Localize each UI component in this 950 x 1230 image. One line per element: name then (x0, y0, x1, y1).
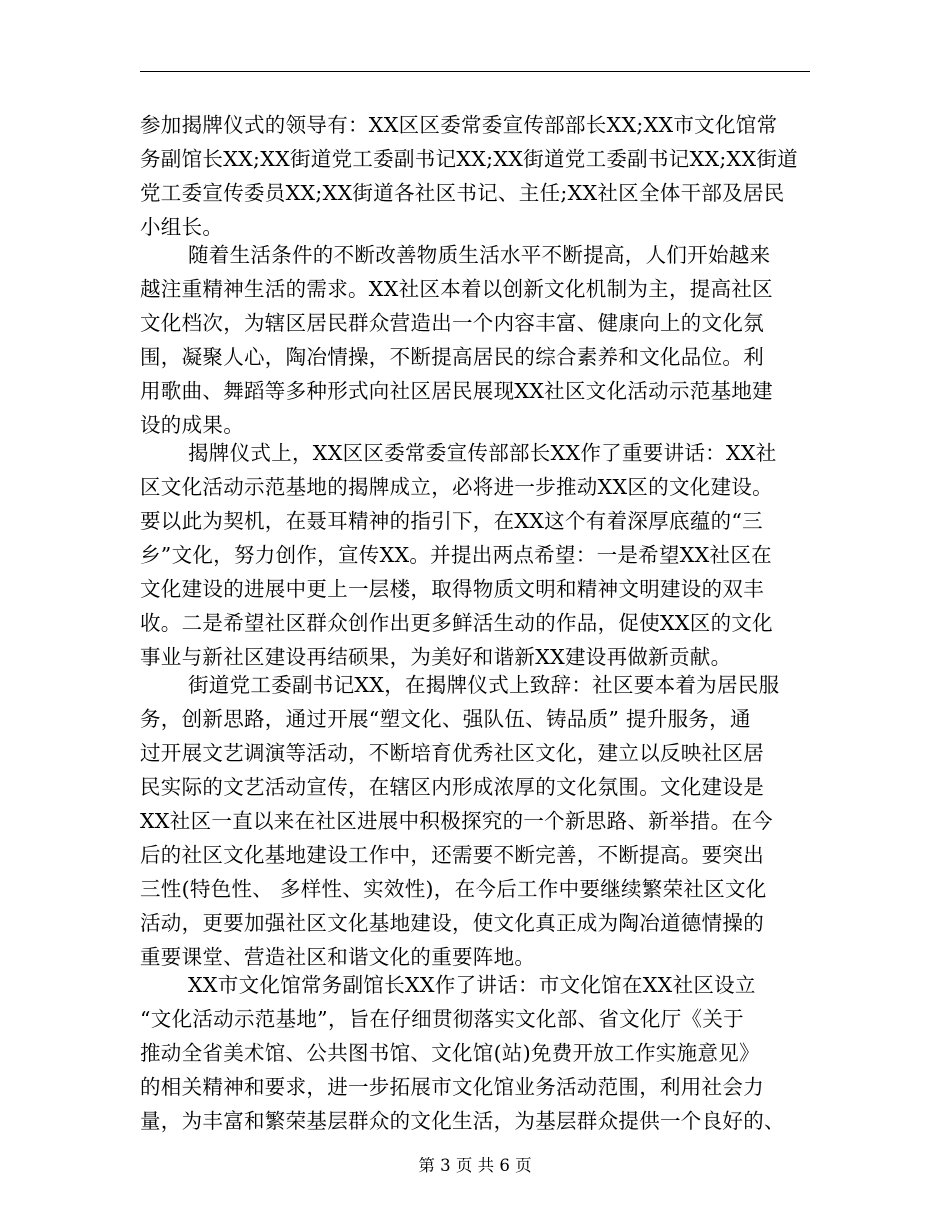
text-line: 务副馆长XX;XX街道党工委副书记XX;XX街道党工委副书记XX;XX街道 (140, 147, 798, 171)
text-line: 越注重精神生活的需求。XX社区本着以创新文化机制为主，提高社区 (140, 277, 773, 301)
text-line: 量，为丰富和繁荣基层群众的文化生活，为基层群众提供一个良好的、 (140, 1109, 785, 1133)
text-line: “文化活动示范基地”，旨在仔细贯彻落实文化部、省文化厅《关于 (140, 1007, 744, 1031)
text-line: 重要课堂、营造社区和谐文化的重要阵地。 (140, 945, 536, 969)
text-line: 小组长。 (140, 215, 224, 239)
text-line: 要以此为契机，在聂耳精神的指引下，在XX这个有着深厚底蕴的“三 (140, 509, 763, 533)
text-line: 过开展文艺调演等活动，不断培育优秀社区文化，建立以反映社区居 (140, 741, 764, 765)
text-line: 文化建设的进展中更上一层楼，取得物质文明和精神文明建设的双丰 (140, 577, 764, 601)
text-line: 后的社区文化基地建设工作中，还需要不断完善，不断提高。要突出 (140, 843, 764, 867)
text-line: 推动全省美术馆、公共图书馆、文化馆(站)免费开放工作实施意见》 (140, 1041, 760, 1065)
text-line: XX市文化馆常务副馆长XX作了讲话：市文化馆在XX社区设立 (188, 973, 756, 997)
text-line: XX社区一直以来在社区进展中积极探究的一个新思路、新举措。在今 (140, 809, 773, 833)
text-line: 务，创新思路，通过开展“塑文化、强队伍、铸品质” 提升服务，通 (140, 707, 751, 731)
text-line: 事业与新社区建设再结硕果，为美好和谐新XX建设再做新贡献。 (140, 645, 732, 669)
text-line: 设的成果。 (140, 413, 244, 437)
text-line: 活动，更要加强社区文化基地建设，使文化真正成为陶冶道德情操的 (140, 911, 764, 935)
text-line: 文化档次，为辖区居民群众营造出一个内容丰富、健康向上的文化氛 (140, 311, 764, 335)
text-line: 围，凝聚人心，陶冶情操，不断提高居民的综合素养和文化品位。利 (140, 345, 764, 369)
text-line: 街道党工委副书记XX，在揭牌仪式上致辞：社区要本着为居民服 (188, 673, 780, 697)
text-line: 用歌曲、舞蹈等多种形式向社区居民展现XX社区文化活动示范基地建 (140, 379, 773, 403)
text-line: 民实际的文艺活动宣传，在辖区内形成浓厚的文化氛围。文化建设是 (140, 775, 764, 799)
text-line: 收。二是希望社区群众创作出更多鲜活生动的作品，促使XX区的文化 (140, 611, 773, 635)
text-line: 党工委宣传委员XX;XX街道各社区书记、主任;XX社区全体干部及居民 (140, 181, 785, 205)
text-line: 三性(特色性、 多样性、实效性)，在今后工作中要继续繁荣社区文化 (140, 877, 767, 901)
text-line: 乡”文化，努力创作，宣传XX。并提出两点希望：一是希望XX社区在 (140, 543, 772, 567)
text-line: 区文化活动示范基地的揭牌成立，必将进一步推动XX区的文化建设。 (140, 475, 773, 499)
text-line: 随着生活条件的不断改善物质生活水平不断提高，人们开始越来 (188, 243, 771, 267)
text-line: 揭牌仪式上，XX区区委常委宣传部部长XX作了重要讲话：XX社 (188, 441, 777, 465)
text-line: 参加揭牌仪式的领导有：XX区区委常委宣传部部长XX;XX市文化馆常 (140, 113, 778, 137)
header-rule (140, 71, 810, 72)
page-number: 第 3 页 共 6 页 (418, 1156, 532, 1175)
text-line: 的相关精神和要求，进一步拓展市文化馆业务活动范围，利用社会力 (140, 1075, 764, 1099)
